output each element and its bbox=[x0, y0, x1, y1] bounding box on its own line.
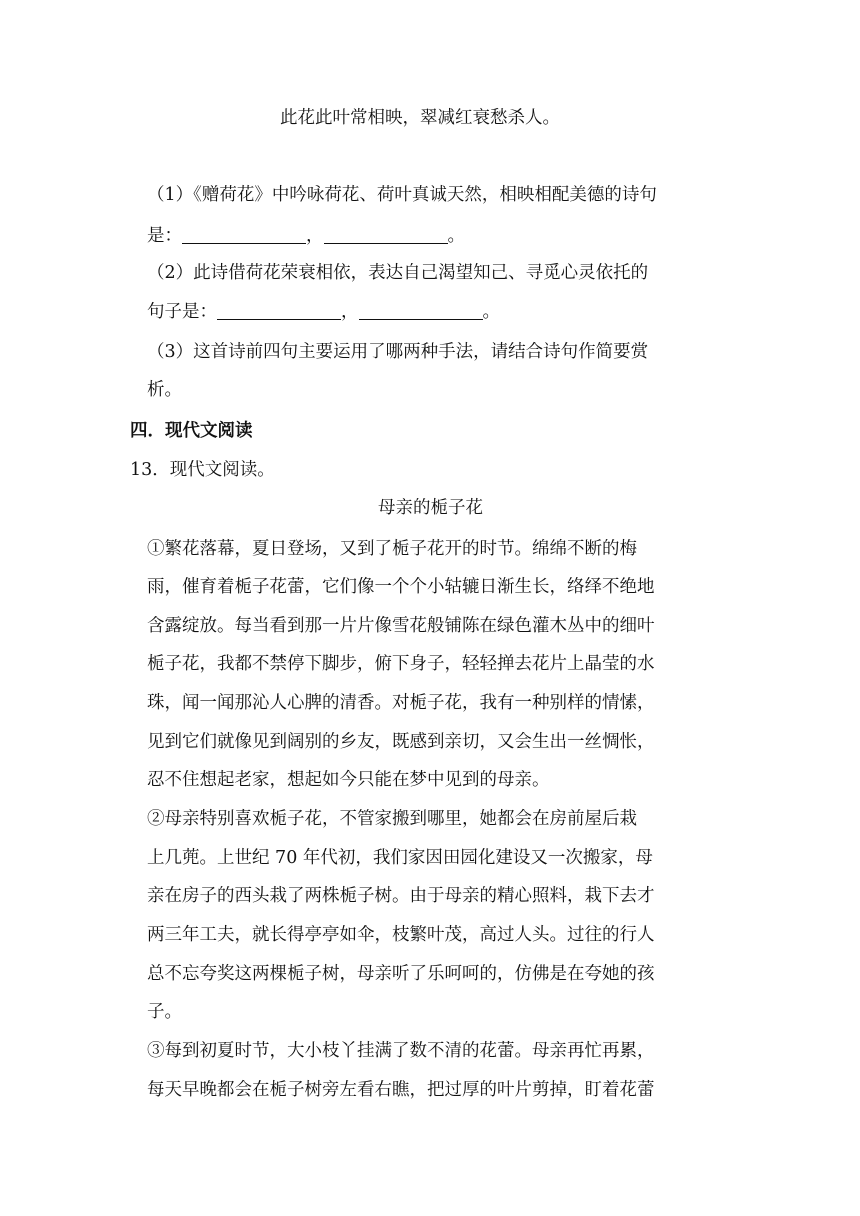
answer-blank[interactable] bbox=[182, 225, 306, 244]
paragraph-line: 子。 bbox=[147, 1002, 182, 1022]
paragraph-line: 珠，闻一闻那沁人心脾的清香。对栀子花，我有一种别样的情愫， bbox=[147, 693, 655, 713]
separator: ， bbox=[306, 226, 324, 246]
answer-blank[interactable] bbox=[217, 301, 341, 320]
paragraph-line: 总不忘夸奖这两棵栀子树，母亲听了乐呵呵的，仿佛是在夸她的孩 bbox=[147, 964, 655, 984]
question-3-line-1: （3）这首诗前四句主要运用了哪两种手法，请结合诗句作简要赏 bbox=[147, 342, 649, 362]
question-2-line-1: （2）此诗借荷花荣衰相依，表达自己渴望知己、寻觅心灵依托的 bbox=[147, 263, 649, 283]
paragraph-line: 含露绽放。每当看到那一片片像雪花般铺陈在绿色灌木丛中的细叶 bbox=[147, 616, 655, 636]
question-1-line-2 bbox=[147, 224, 465, 248]
paragraph-line: 亲在房子的西头栽了两株栀子树。由于母亲的精心照料，栽下去才 bbox=[147, 886, 655, 906]
period: 。 bbox=[447, 226, 465, 246]
question-1-line-1: （1）《赠荷花》中吟咏荷花、荷叶真诚天然，相映相配美德的诗句 bbox=[147, 185, 657, 205]
paragraph-line: 栀子花，我都不禁停下脚步，俯下身子，轻轻掸去花片上晶莹的水 bbox=[147, 654, 655, 674]
paragraph-line: 雨，催育着栀子花蕾，它们像一个个小轱辘日渐生长，络绎不绝地 bbox=[147, 577, 655, 597]
article-title: 母亲的栀子花 bbox=[378, 498, 483, 518]
question-3-line-2: 析。 bbox=[147, 380, 182, 400]
question-13: 13．现代文阅读。 bbox=[130, 460, 275, 480]
paragraph-line: 两三年工夫，就长得亭亭如伞，枝繁叶茂，高过人头。过往的行人 bbox=[147, 925, 655, 945]
paragraph-line: 每天早晚都会在栀子树旁左看右瞧，把过厚的叶片剪掉，盯着花蕾 bbox=[147, 1080, 655, 1100]
answer-blank[interactable] bbox=[324, 225, 448, 244]
separator: ， bbox=[341, 302, 359, 322]
paragraph-line: 见到它们就像见到阔别的乡友，既感到亲切，又会生出一丝惆怅， bbox=[147, 732, 655, 752]
poem-line: 此花此叶常相映，翠减红衰愁杀人。 bbox=[280, 108, 560, 128]
paragraph-line: ③每到初夏时节，大小枝丫挂满了数不清的花蕾。母亲再忙再累， bbox=[147, 1041, 655, 1061]
answer-blank[interactable] bbox=[359, 301, 483, 320]
question-1-prefix: 是： bbox=[147, 226, 182, 246]
paragraph-line: ②母亲特别喜欢栀子花，不管家搬到哪里，她都会在房前屋后栽 bbox=[147, 809, 637, 829]
period: 。 bbox=[482, 302, 500, 322]
question-2-line-2 bbox=[147, 300, 500, 324]
paragraph-line: 忍不住想起老家，想起如今只能在梦中见到的母亲。 bbox=[147, 770, 550, 790]
paragraph-line: ①繁花落幕，夏日登场，又到了栀子花开的时节。绵绵不断的梅 bbox=[147, 539, 637, 559]
question-2-prefix: 句子是： bbox=[147, 302, 217, 322]
section-heading: 四．现代文阅读 bbox=[130, 421, 253, 441]
paragraph-line: 上几蔸。上世纪 70 年代初，我们家因田园化建设又一次搬家，母 bbox=[147, 848, 653, 868]
